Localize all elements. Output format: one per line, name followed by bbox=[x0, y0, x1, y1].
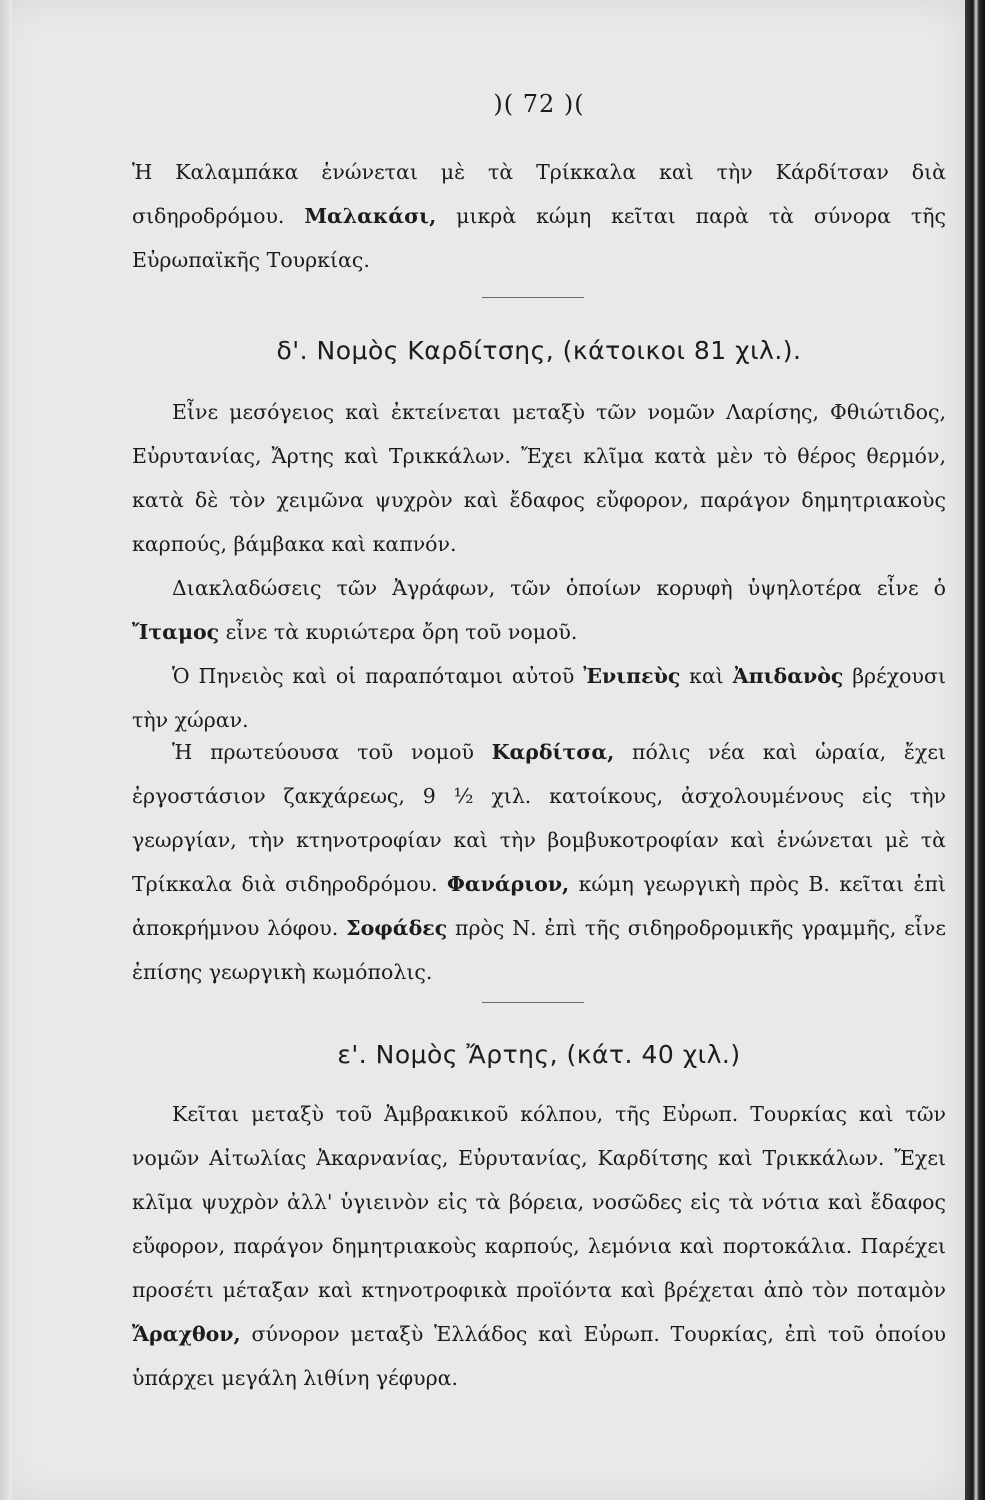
paragraph-karditsa-capital bbox=[132, 730, 946, 994]
paragraph-text: κώμη γεωργικὴ πρὸς Β. κεῖται ἐπὶ ἀποκρήμνου λόφου. bbox=[132, 872, 946, 940]
paragraph-text: Κεῖται μεταξὺ τοῦ Ἀμβρακικοῦ κόλπου, τῆς Εὐρωπ. Τουρκίας καὶ τῶν νομῶν Αἰτωλίας Ἀκαρνανίας, Εὐρυτανίας, Καρδίτσης καὶ Τρικκάλων. Ἔχει κλῖμα ψυχρὸν ἀλλ' ὑγιεινὸν εἰς τὰ βόρεια, νοσῶδες εἰς τὰ νότια καὶ ἔδαφος εὔφορον, παράγον δημητριακοὺς καρπούς, λεμόνια καὶ πορτοκάλια. Παρέχει προσέτι μέταξαν καὶ κτηνοτροφικὰ προϊόντα καὶ βρέχεται ἀπὸ τὸν ποταμὸν bbox=[132, 1102, 946, 1302]
river-name-apidanos: Ἀπιδανὸς bbox=[732, 664, 844, 688]
section-title-karditsa: δ'. Νομὸς Καρδίτσης, (κάτοικοι 81 χιλ.). bbox=[276, 336, 802, 365]
paragraph-karditsa-geography: Εἶνε μεσόγειος καὶ ἐκτείνεται μεταξὺ τῶν νομῶν Λαρίσης, Φθιώτιδος, Εὐρυτανίας, Ἄρτης καὶ Τρικκάλων. Ἔχει κλῖμα κατὰ μὲν τὸ θέρος θερμόν, κατὰ δὲ τὸν χειμῶνα ψυχρὸν καὶ ἔδαφος εὔφορον, παράγον δημητριακοὺς καρπούς, βάμβακα καὶ καπνόν. bbox=[132, 400, 946, 556]
paragraph-text: καὶ bbox=[680, 664, 733, 688]
paragraph-text: εἶνε τὰ κυριώτερα ὄρη τοῦ νομοῦ. bbox=[219, 620, 578, 644]
city-name-karditsa: Καρδίτσα, bbox=[491, 740, 615, 764]
page-number-header: )( 72 )( bbox=[493, 90, 585, 118]
paragraph-text: Ἡ Καλαμπάκα ἑνώνεται μὲ τὰ Τρίκκαλα καὶ τὴν Κάρδίτσαν διὰ σιδηροδρόμου. bbox=[132, 160, 946, 228]
paragraph-text: πόλις νέα καὶ ὡραία, ἔχει ἐργοστάσιον ζακχάρεως, 9 ½ χιλ. κατοίκους, ἀσχολουμένους εἰς τὴν γεωργίαν, τὴν κτηνοτροφίαν καὶ τὴν βομβυκοτροφίαν καὶ ἑνώνεται μὲ τὰ Τρίκκαλα διὰ σιδηροδρόμου. bbox=[132, 740, 946, 896]
paragraph-text: Ἡ πρωτεύουσα τοῦ νομοῦ bbox=[172, 740, 492, 764]
paragraph-text: μικρὰ κώμη κεῖται παρὰ τὰ σύνορα τῆς Εὐρωπαϊκῆς Τουρκίας. bbox=[132, 204, 946, 272]
paragraph-text: σύνορον μεταξὺ Ἑλλάδος καὶ Εὐρωπ. Τουρκίας, ἐπὶ τοῦ ὁποίου ὑπάρχει μεγάλη λιθίνη γέφυρα. bbox=[132, 1322, 946, 1390]
mountain-name-itamos: Ἴταμος bbox=[132, 620, 220, 644]
place-name-malakasi: Μαλακάσι, bbox=[304, 204, 437, 228]
paragraph-arta bbox=[132, 1092, 946, 1400]
paragraph-karditsa-mountains bbox=[132, 566, 946, 654]
river-name-enipeus: Ἐνιπεὺς bbox=[583, 664, 681, 688]
paragraph-text: πρὸς Ν. ἐπὶ τῆς σιδηροδρομικῆς γραμμῆς, εἶνε ἐπίσης γεωργικὴ κωμόπολις. bbox=[132, 916, 946, 984]
section-title-arta: ε'. Νομὸς Ἄρτης, (κάτ. 40 χιλ.) bbox=[337, 1040, 741, 1069]
paragraph-text: Ὁ Πηνειὸς καὶ οἱ παραπόταμοι αὐτοῦ bbox=[172, 664, 584, 688]
section-divider bbox=[482, 1002, 584, 1003]
paragraph-kalampaka bbox=[132, 150, 946, 282]
page-edge bbox=[0, 0, 12, 1500]
paragraph-text: βρέχουσι τὴν χώραν. bbox=[132, 664, 946, 732]
place-name-fanarion: Φανάριον, bbox=[446, 872, 570, 896]
place-name-sofades: Σοφάδες bbox=[346, 916, 448, 940]
paragraph-text: Διακλαδώσεις τῶν Ἀγράφων, τῶν ὁποίων κορυφὴ ὑψηλοτέρα εἶνε ὁ bbox=[172, 576, 946, 600]
river-name-arachthos: Ἄραχθον, bbox=[132, 1322, 241, 1346]
paragraph-karditsa-rivers bbox=[132, 654, 946, 742]
section-divider bbox=[482, 297, 584, 298]
book-spine-edge bbox=[965, 0, 985, 1500]
